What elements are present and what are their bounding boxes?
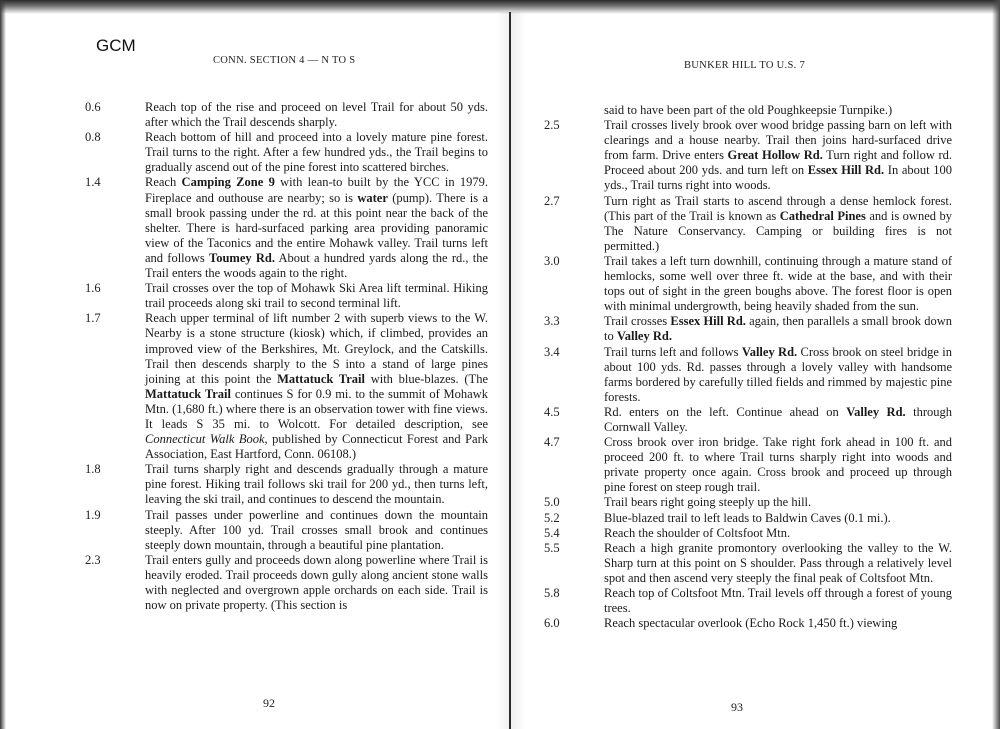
trail-entry — [544, 254, 952, 314]
trail-entry — [544, 511, 952, 526]
trail-description: Trail crosses Essex Hill Rd. again, then parallels a small brook down to Valley Rd. — [604, 314, 952, 344]
right-running-head: BUNKER HILL TO U.S. 7 — [684, 60, 806, 71]
mileage-value: 0.8 — [85, 130, 101, 145]
trail-description: Reach the shoulder of Coltsfoot Mtn. — [604, 525, 791, 540]
trail-entry — [85, 462, 488, 507]
trail-entry — [85, 100, 488, 130]
mileage-value: 5.8 — [544, 586, 560, 600]
mileage-value: 3.0 — [544, 253, 560, 268]
trail-description: Reach upper terminal of lift number 2 with superb views to the W. Nearby is a stone structure (kiosk) which, if climbed, provides an improved view of the Berkshires, Mt. Greylock, and the Catskills. Trail then descends sharply to the S into a stand of large pines joining at this point the Mattatuck Trail with blue-blazes. (The Mattatuck Trail continues S for 0.9 mi. to the summit of Mohawk Mtn. (1,680 ft.) where there is an observation tower with fine views. It leads S 35 mi. to Wolcott. For detailed description, see Connecticut Walk Book, published by Connecticut Forest and Park Association, East Hartford, Conn. 06108.) — [145, 311, 488, 462]
trail-entry — [544, 435, 952, 495]
trail-description: said to have been part of the old Poughkeepsie Turnpike.) — [604, 103, 893, 117]
trail-entry — [544, 526, 952, 541]
trail-entry — [544, 103, 952, 118]
scan-edge-right — [992, 0, 1000, 729]
mileage-value: 3.3 — [544, 314, 560, 329]
right-page-number: 93 — [731, 700, 743, 714]
book-gutter — [509, 12, 511, 729]
left-running-head: CONN. SECTION 4 — N TO S — [213, 55, 356, 66]
trail-description: Trail takes a left turn downhill, continuing through a mature stand of hemlocks, some well over three ft. wide at the base, and with their tops out of sight in the green boughs above. The forest floor is open with minimal undergrowth, being heavily shaded from the sun. — [604, 253, 952, 314]
corner-note: GCM — [96, 36, 136, 55]
trail-entry — [85, 553, 488, 613]
trail-description: Reach spectacular overlook (Echo Rock 1,450 ft.) viewing — [604, 616, 898, 631]
trail-entry — [544, 345, 952, 405]
mileage-value: 4.7 — [544, 435, 560, 450]
trail-entry — [544, 586, 952, 616]
trail-description: Trail crosses lively brook over wood bridge passing barn on left with clearings and a house nearby. Trail then joins hard-surfaced drive from farm. Drive enters Great Hollow Rd. Turn right and follow rd. Proceed about 200 yds. and turn left on Essex Hill Rd. In about 100 yds., Trail turns right into woods. — [604, 118, 952, 193]
trail-entry — [544, 118, 952, 193]
trail-description: Reach Camping Zone 9 with lean-to built by the YCC in 1979. Fireplace and outhouse are nearby; so is water (pump). There is a small brook passing under the rd. at this point near the back of the shelter. There is hard-surfaced parking area providing panoramic view of the Taconics and the entire Mohawk valley. Trail turns left and follows Toumey Rd. About a hundred yards along the rd., the Trail enters the woods again to the right. — [145, 175, 489, 281]
trail-entry — [544, 495, 952, 510]
trail-description: Trail turns left and follows Valley Rd. Cross brook on steel bridge in about 100 yds. Rd. passes through a lovely valley with handsome farms bordered by carefully tilled fields and rimmed by majestic pine forests. — [604, 344, 952, 404]
mileage-value: 4.5 — [544, 404, 560, 419]
trail-entry — [85, 311, 488, 462]
trail-entry — [544, 616, 952, 631]
mileage-value: 2.5 — [544, 118, 560, 133]
mileage-value: 5.2 — [544, 510, 560, 525]
trail-entry — [544, 405, 952, 435]
trail-description: Blue-blazed trail to left leads to Baldwin Caves (0.1 mi.). — [604, 510, 891, 525]
mileage-value: 1.8 — [85, 462, 101, 477]
trail-entry — [544, 541, 952, 586]
mileage-value: 3.4 — [544, 344, 560, 359]
mileage-value: 5.5 — [544, 540, 560, 555]
trail-description: Reach top of Coltsfoot Mtn. Trail levels off through a forest of young trees. — [604, 586, 952, 616]
trail-description: Trail bears right going steeply up the hill. — [604, 495, 812, 510]
trail-description: Rd. enters on the left. Continue ahead on Valley Rd. through Cornwall Valley. — [604, 404, 952, 434]
trail-description: Trail passes under powerline and continues down the mountain steeply. After 100 yd. Trail crosses small brook and continues steeply down mountain, through a beautiful pine plantation. — [145, 507, 488, 552]
mileage-value: 1.9 — [85, 507, 101, 522]
mileage-value: 1.6 — [85, 281, 101, 296]
mileage-value: 0.6 — [85, 100, 101, 114]
trail-entry — [85, 175, 488, 281]
trail-description: Reach a high granite promontory overlooking the valley to the W. Sharp turn at this point on S shoulder. Pass through a relatively level spot and then ascend very steeply the final peak of Coltsfoot Mtn. — [604, 540, 952, 585]
mileage-value: 1.7 — [85, 311, 101, 326]
trail-entry — [85, 130, 488, 175]
trail-description: Trail crosses over the top of Mohawk Ski Area lift terminal. Hiking trail proceeds along ski trail to second terminal lift. — [145, 281, 488, 311]
trail-entry — [544, 194, 952, 254]
trail-entry — [85, 508, 488, 553]
mileage-value: 2.7 — [544, 193, 560, 208]
right-page-entries — [544, 103, 952, 631]
scan-edge-left — [0, 0, 6, 729]
mileage-value: 6.0 — [544, 616, 560, 631]
mileage-value: 1.4 — [85, 175, 101, 190]
mileage-value — [544, 103, 604, 118]
mileage-value: 5.4 — [544, 525, 560, 540]
left-page-entries — [85, 100, 488, 613]
trail-description: Turn right as Trail starts to ascend through a dense hemlock forest. (This part of the Trail is known as Cathedral Pines and is owned by The Nature Conservancy. Camping or building fires is not permitted.) — [604, 193, 952, 253]
trail-description: Cross brook over iron bridge. Take right fork ahead in 100 ft. and proceed 200 ft. to where Trail turns sharply right into woods and private property once again. Cross brook and proceed up through pine forest on steep rough trail. — [604, 435, 952, 495]
trail-description: Trail turns sharply right and descends gradually through a mature pine forest. Hiking trail follows ski trail for 200 yd., then turns left, leaving the ski trail, and continues to descend the mountain. — [145, 462, 488, 507]
left-page-number: 92 — [263, 696, 275, 710]
mileage-value: 2.3 — [85, 552, 101, 567]
gutter-shadow — [496, 12, 526, 729]
mileage-value: 5.0 — [544, 495, 560, 510]
trail-entry — [544, 314, 952, 344]
trail-entry — [85, 281, 488, 311]
trail-description: Reach bottom of hill and proceed into a lovely mature pine forest. Trail turns to the right. After a few hundred yds., the Trail begins to gradually ascend out of the pine forest into scattered birches. — [145, 130, 488, 175]
trail-description: Reach top of the rise and proceed on level Trail for about 50 yds. after which the Trail descends sharply. — [145, 100, 488, 130]
trail-description: Trail enters gully and proceeds down along powerline where Trail is heavily eroded. Trail proceeds down gully along ancient stone walls with neglected and overgrown apple orchards on each side. Trail is now on private property. (This section is — [145, 552, 488, 613]
